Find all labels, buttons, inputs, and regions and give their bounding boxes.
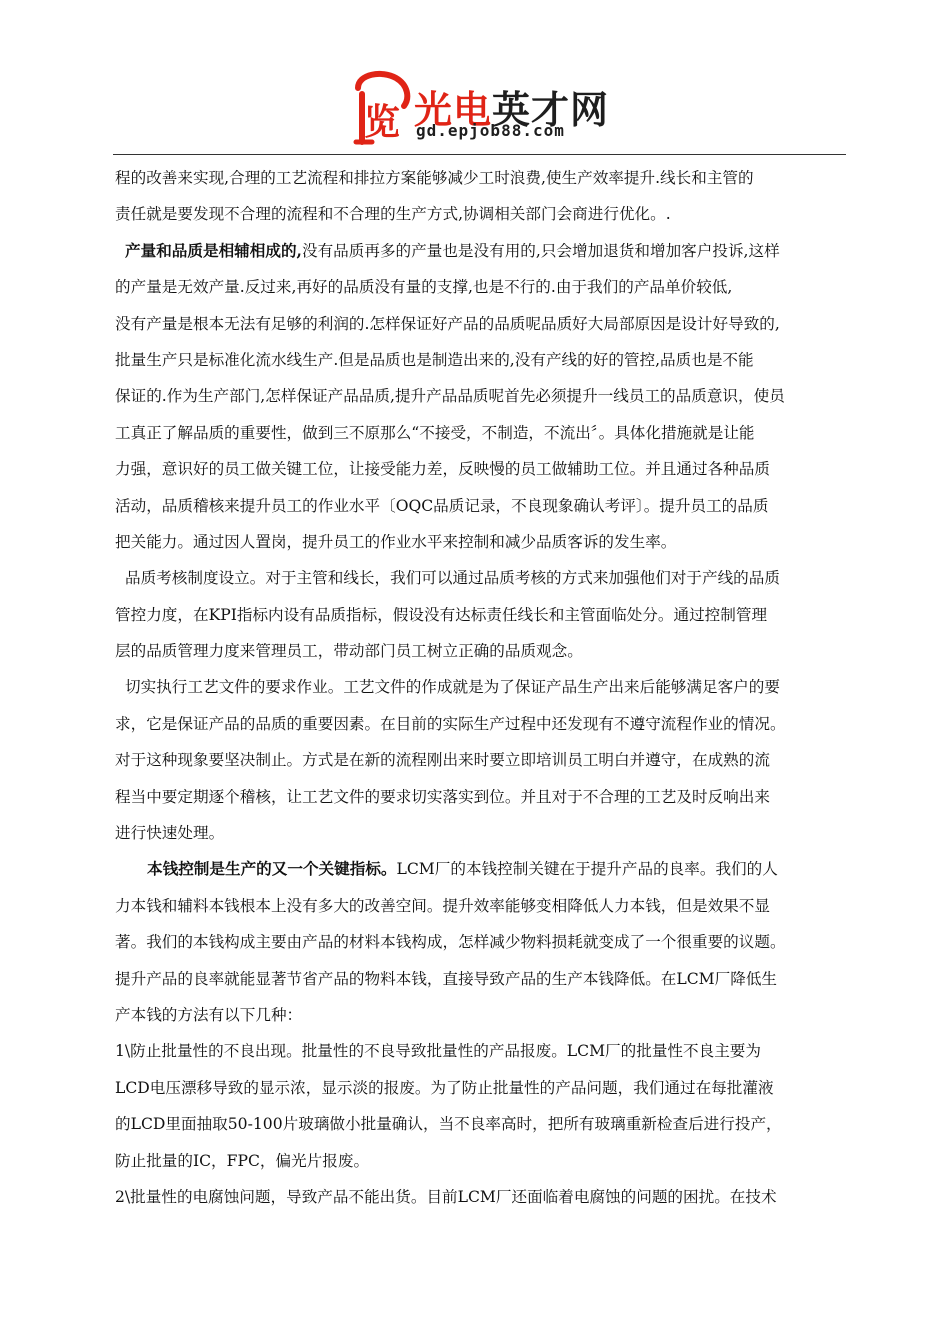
- line-text: 力本钱和辅料本钱根本上没有多大的改善空间。提升效率能够变相降低人力本钱，但是效果不显: [115, 896, 770, 915]
- line-text: 力强，意识好的员工做关键工位，让接受能力差，反映慢的员工做辅助工位。并且通过各种品质: [115, 460, 770, 479]
- line-text: 批量生产只是标准化流水线生产.但是品质也是制造出来的,没有产线的好的管控,品质也是不能: [115, 350, 754, 369]
- line-text: LCM厂的本钱控制关键在于提升产品的良率。我们的人: [396, 860, 778, 879]
- text-line: [113, 1106, 848, 1142]
- line-text: 求，它是保证产品的品质的重要因素。在目前的实际生产过程中还发现有不遵守流程作业的情况。: [115, 714, 786, 733]
- text-line: [113, 669, 848, 705]
- text-line: [113, 597, 848, 633]
- text-line: [113, 924, 848, 960]
- line-text: 提升产品的良率就能显著节省产品的物料本钱，直接导致产品的生产本钱降低。在LCM厂降低生: [115, 969, 778, 988]
- line-text: 产本钱的方法有以下几种：: [115, 1005, 303, 1024]
- text-line: [113, 815, 848, 851]
- text-line: [113, 1033, 848, 1069]
- text-line: [113, 1179, 848, 1215]
- line-text: 2\批量性的电腐蚀问题，导致产品不能出货。目前LCM厂还面临着电腐蚀的问题的困扰。在技术: [115, 1187, 777, 1206]
- text-line: [113, 1070, 848, 1106]
- line-text: 把关能力。通过因人置岗，提升员工的作业水平来控制和减少品质客诉的发生率。: [115, 532, 677, 551]
- text-line: [113, 378, 848, 414]
- bold-lead: 产量和品质是相辅相成的,: [125, 240, 302, 260]
- text-line: [113, 342, 848, 378]
- text-line: [113, 706, 848, 742]
- text-line: [113, 415, 848, 451]
- line-text: 工真正了解品质的重要性，做到三不原那么“不接受，不制造，不流出〞。具体化措施就是让能: [115, 423, 755, 442]
- line-text: 责任就是要发现不合理的流程和不合理的生产方式,协调相关部门会商进行优化。.: [115, 205, 671, 224]
- line-text: 防止批量的IC，FPC，偏光片报废。: [115, 1151, 370, 1170]
- line-text: 活动，品质稽核来提升员工的作业水平〔OQC品质记录，不良现象确认考评〕。提升员工的品质: [115, 496, 769, 515]
- line-text: 著。我们的本钱构成主要由产品的材料本钱构成，怎样减少物料损耗就变成了一个很重要的议题。: [115, 933, 786, 952]
- document-body: [113, 160, 848, 1215]
- bold-lead: 本钱控制是生产的又一个关键指标。: [147, 859, 397, 879]
- line-text: 1\防止批量性的不良出现。批量性的不良导致批量性的产品报废。LCM厂的批量性不良主要为: [115, 1042, 761, 1061]
- line-text: 层的品质管理力度来管理员工，带动部门员工树立正确的品质观念。: [115, 642, 583, 661]
- line-text: 的产量是无效产量.反过来,再好的品质没有量的支撑,也是不行的.由于我们的产品单价较低,: [115, 278, 733, 297]
- text-line: [113, 196, 848, 232]
- brand-part1: 光电: [414, 88, 493, 132]
- line-text: 没有品质再多的产量也是没有用的,只会增加退货和增加客户投诉,这样: [301, 241, 780, 260]
- text-line: [113, 524, 848, 560]
- line-text: 程当中要定期逐个稽核，让工艺文件的要求切实落实到位。并且对于不合理的工艺及时反响出来: [115, 787, 770, 806]
- text-line: [113, 633, 848, 669]
- line-text: 没有产量是根本无法有足够的利润的.怎样保证好产品的品质呢品质好大局部原因是设计好导致的,: [115, 314, 780, 333]
- line-text: 品质考核制度设立。对于主管和线长，我们可以通过品质考核的方式来加强他们对于产线的品质: [125, 569, 780, 588]
- line-text: 保证的.作为生产部门,怎样保证产品品质,提升产品品质呢首先必须提升一线员工的品质意识，使员: [115, 387, 785, 406]
- text-line: [113, 233, 848, 269]
- line-text: 程的改善来实现,合理的工艺流程和排拉方案能够减少工时浪费,使生产效率提升.线长和主管的: [115, 169, 754, 187]
- logo-char: 览: [363, 102, 401, 143]
- text-line: [113, 888, 848, 924]
- text-line: [113, 742, 848, 778]
- line-text: 的LCD里面抽取50-100片玻璃做小批量确认，当不良率高时，把所有玻璃重新检查后进行投产，: [115, 1115, 782, 1134]
- line-text: LCD电压漂移导致的显示浓，显示淡的报废。为了防止批量性的产品问题，我们通过在每批灌液: [115, 1078, 774, 1097]
- line-text: 管控力度，在KPI指标内设有品质指标，假设没有达标责任线长和主管面临处分。通过控制管理: [115, 605, 768, 624]
- text-line: [113, 160, 848, 196]
- text-line: [113, 560, 848, 596]
- text-line: [113, 851, 848, 887]
- text-line: [113, 269, 848, 305]
- text-line: [113, 451, 848, 487]
- line-text: 进行快速处理。: [115, 824, 225, 843]
- text-line: [113, 1143, 848, 1179]
- page-header: [0, 0, 950, 160]
- text-line: [113, 961, 848, 997]
- text-line: [113, 779, 848, 815]
- header-divider: [113, 154, 846, 155]
- text-line: [113, 306, 848, 342]
- line-text: 对于这种现象要坚决制止。方式是在新的流程刚出来时要立即培训员工明白并遵守，在成熟的流: [115, 751, 770, 770]
- brand-part2: 英才网: [492, 88, 610, 132]
- text-line: [113, 488, 848, 524]
- line-text: 切实执行工艺文件的要求作业。工艺文件的作成就是为了保证产品生产出来后能够满足客户的要: [125, 678, 780, 697]
- brand-url: gd.epjob88.com: [416, 121, 565, 140]
- logo-icon: [352, 68, 414, 150]
- text-line: [113, 997, 848, 1033]
